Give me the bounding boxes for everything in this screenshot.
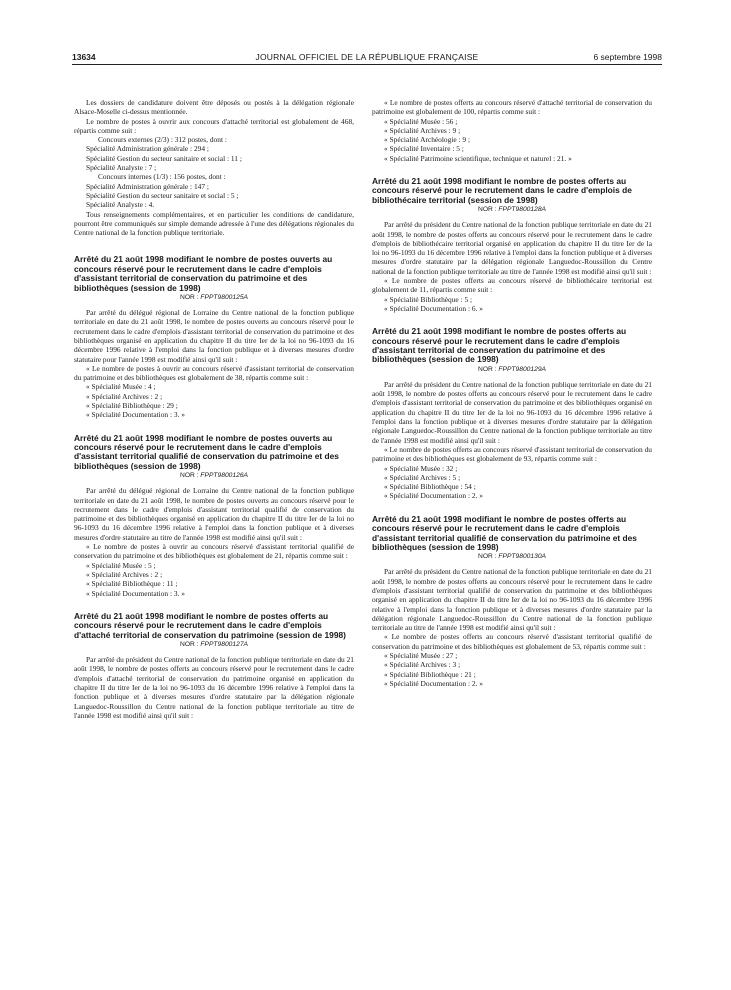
paragraph: « Le nombre de postes à ouvrir au concours réservé d'assistant territorial qualifié de conservation du patrimoine et des bibliothèques est globalement de 21, répartis comme suit : — [74, 542, 354, 561]
list-item: « Spécialité Musée : 56 ; — [384, 116, 458, 126]
list-item: Spécialité Administration générale : 147 ; — [86, 181, 209, 191]
list-item: « Spécialité Documentation : 3. » — [86, 588, 185, 598]
list-item: Spécialité Analyste : 7 ; — [86, 163, 157, 173]
list-item: « Spécialité Inventaire : 5 ; — [384, 144, 464, 154]
nor-reference: NOR : FPPT9800127A — [179, 641, 249, 649]
list-item: « Spécialité Documentation : 6. » — [384, 303, 483, 313]
paragraph: Par arrêté du président du Centre national de la fonction publique territoriale en date du 21 août 1998, le nombre de postes offerts au concours réservé pour le recrutement dans le cadre d'emplois d'attaché territorial de conservation du patrimoine organisé en application du chapitre II du titre Ier de la loi no 96-1093 du 16 décembre 1996 relative à l'emploi dans la fonction publique et à diverses mesures d'ordre statutaire par la délégation régionale Languedoc-Roussillon du Centre national de la fonction publique territoriale au titre de l'année 1998 est modifié ainsi qu'il suit : — [74, 655, 354, 720]
nor-reference: NOR : FPPT9800126A — [179, 472, 249, 480]
list-item: « Spécialité Patrimoine scientifique, technique et naturel : 21. » — [384, 153, 572, 163]
list-item: « Spécialité Archéologie : 9 ; — [384, 135, 470, 145]
list-item: « Spécialité Archives : 5 ; — [384, 472, 461, 482]
paragraph: Les dossiers de candidature doivent être déposés ou postés à la délégation régionale Alsace-Moselle ci-dessus mentionnée. — [74, 98, 354, 117]
decree-title: Arrêté du 21 août 1998 modifiant le nombre de postes offerts au concours réservé pour le recrutement dans le cadre d'emplois de bibliothécaire territorial (session de 1998) — [372, 176, 632, 205]
paragraph: « Le nombre de postes offerts au concours réservé de bibliothécaire territorial est globalement de 11, répartis comme suit : — [372, 276, 652, 295]
list-item: « Spécialité Documentation : 2. » — [384, 678, 483, 688]
paragraph: Par arrêté du président du Centre national de la fonction publique territoriale en date du 21 août 1998, le nombre de postes offerts au concours réservé pour le recrutement dans le cadre d'emplois de bibliothécaire territorial organisé en application du chapitre II du titre Ier de la loi no 96-1093 du 16 décembre 1996 relative à l'emploi dans la fonction publique et à diverses mesures d'ordre statutaire par la délégation régionale Languedoc-Roussillon du Centre national de la fonction publique territoriale au titre de l'année 1998 est modifié ainsi qu'il suit : — [372, 220, 652, 276]
list-heading: Concours internes (1/3) : 156 postes, dont : — [98, 172, 226, 182]
paragraph: Par arrêté du délégué régional de Lorraine du Centre national de la fonction publique territoriale en date du 21 août 1998, le nombre de postes ouverts au concours réservé pour le recrutement dans le cadre d'emplois d'assistant territorial de conservation du patrimoine et des bibliothèques organisé en application du chapitre II du titre Ier de la loi no 96-1093 du 16 décembre 1996 relative à l'emploi dans la fonction publique et à diverses mesures d'ordre statutaire pour l'année 1998 est modifié ainsi qu'il suit : — [74, 308, 354, 364]
list-item: « Spécialité Bibliothèque : 29 ; — [86, 401, 178, 411]
paragraph: Tous renseignements complémentaires, et en particulier les conditions de candidature, pourront être communiqués sur simple demande adressée à l'une des délégations régionales du Centre national de la fonction publique territoriale. — [74, 209, 354, 238]
paragraph: « Le nombre de postes à ouvrir au concours réservé d'assistant territorial de conservation du patrimoine et des bibliothèques est globalement de 38, répartis comme suit : — [74, 363, 354, 383]
header-rule — [72, 64, 662, 65]
decree-title: Arrêté du 21 août 1998 modifiant le nombre de postes offerts au concours réservé pour le recrutement dans le cadre d'emplois d'attaché territorial de conservation du patrimoine (session de 1998) — [74, 610, 346, 640]
nor-reference: NOR : FPPT9800128A — [477, 206, 547, 214]
list-item: « Spécialité Archives : 2 ; — [86, 391, 163, 401]
list-item: « Spécialité Musée : 27 ; — [384, 651, 458, 661]
nor-reference: NOR : FPPT9800125A — [179, 294, 249, 302]
list-item: « Spécialité Documentation : 2. » — [384, 491, 483, 501]
list-item: « Spécialité Archives : 9 ; — [384, 125, 461, 135]
list-item: « Spécialité Bibliothèque : 11 ; — [86, 579, 178, 589]
list-item: « Spécialité Musée : 32 ; — [384, 463, 458, 473]
list-item: Spécialité Administration générale : 294 ; — [86, 144, 209, 154]
left-column — [74, 98, 354, 720]
list-heading: Concours externes (2/3) : 312 postes, dont : — [98, 135, 227, 145]
paragraph: Par arrêté du président du Centre national de la fonction publique territoriale en date du 21 août 1998, le nombre de postes offerts au concours réservé pour le recrutement dans le cadre d'emplois d'assistant territorial qualifié de conservation du patrimoine et des bibliothèques organisé en application du chapitre II du titre Ier de la loi no 96-1093 du 16 décembre 1996 relative à l'emploi dans la fonction publique et à diverses mesures d'ordre statutaire par la délégation régionale Languedoc-Roussillon du Centre national de la fonction publique territoriale au titre de l'année 1998 est modifié ainsi qu'il suit : — [372, 567, 652, 633]
journal-title: JOURNAL OFFICIEL DE LA RÉPUBLIQUE FRANÇAISE — [255, 52, 479, 62]
list-item: « Spécialité Documentation : 3. » — [86, 410, 185, 420]
paragraph: « Le nombre de postes offerts au concours réservé d'assistant territorial de conservation du patrimoine et des bibliothèques est globalement de 93, répartis comme suit : — [372, 444, 652, 464]
list-item: « Spécialité Bibliothèque : 54 ; — [384, 482, 476, 492]
decree-title: Arrêté du 21 août 1998 modifiant le nombre de postes offerts au concours réservé pour le recrutement dans le cadre d'emplois d'assistant territorial qualifié de conservation du patrimoine et des bibliothèques (session de 1998) — [372, 513, 637, 552]
list-item: « Spécialité Archives : 3 ; — [384, 660, 461, 670]
paragraph: Par arrêté du délégué régional de Lorraine du Centre national de la fonction publique territoriale en date du 21 août 1998, le nombre de postes ouverts au concours réservé pour le recrutement dans le cadre d'emplois d'assistant territorial qualifié de conservation du patrimoine et des bibliothèques organisé en application du chapitre II du titre Ier de la loi no 96-1093 du 16 décembre 1996 relative à l'emploi dans la fonction publique et à diverses mesures d'ordre statutaire au titre de l'année 1998 est modifié ainsi qu'il suit : — [74, 486, 354, 542]
nor-reference: NOR : FPPT9800130A — [477, 553, 547, 561]
list-item: « Spécialité Musée : 5 ; — [86, 560, 156, 570]
paragraph: Par arrêté du président du Centre national de la fonction publique territoriale en date du 21 août 1998, le nombre de postes offerts au concours réservé pour le recrutement dans le cadre d'emplois d'assistant territorial de conservation du patrimoine et des bibliothèques organisé en application du chapitre II du titre Ier de la loi no 96-1093 du 16 décembre 1996 relative à l'emploi dans la fonction publique et à diverses mesures d'ordre statutaire par la délégation régionale Languedoc-Roussillon du Centre national de la fonction publique territoriale au titre de l'année 1998 est modifié ainsi qu'il suit : — [372, 379, 652, 445]
list-item: « Spécialité Bibliothèque : 21 ; — [384, 669, 476, 679]
page-header — [72, 52, 662, 64]
decree-title: Arrêté du 21 août 1998 modifiant le nombre de postes ouverts au concours réservé pour le recrutement dans le cadre d'emplois d'assistant territorial qualifié de conservation du patrimoine et des bibliothèques (session de 1998) — [74, 432, 339, 471]
decree-title: Arrêté du 21 août 1998 modifiant le nombre de postes offerts au concours réservé pour le recrutement dans le cadre d'emplois d'assistant territorial de conservation du patrimoine et des bibliothèques (session de 1998) — [372, 326, 627, 365]
list-item: Spécialité Gestion du secteur sanitaire et social : 5 ; — [86, 190, 239, 200]
right-column — [372, 98, 652, 688]
list-item: « Spécialité Musée : 4 ; — [86, 382, 156, 392]
list-item: Spécialité Gestion du secteur sanitaire et social : 11 ; — [86, 153, 242, 163]
decree-title: Arrêté du 21 août 1998 modifiant le nombre de postes ouverts au concours réservé pour le recrutement dans le cadre d'emplois d'assistant territorial de conservation du patrimoine et des bibliothèques (session de 1998) — [74, 254, 333, 293]
list-item: Spécialité Analyste : 4. — [86, 200, 155, 210]
nor-reference: NOR : FPPT9800129A — [477, 365, 547, 373]
page-number: 13634 — [72, 52, 96, 62]
issue-date: 6 septembre 1998 — [593, 52, 662, 62]
paragraph: « Le nombre de postes offerts au concours réservé d'attaché territorial de conservation du patrimoine est globalement de 100, répartis comme suit : — [372, 98, 652, 117]
list-item: « Spécialité Archives : 2 ; — [86, 569, 163, 579]
list-item: « Spécialité Bibliothèque : 5 ; — [384, 294, 473, 304]
paragraph: « Le nombre de postes offerts au concours réservé d'assistant territorial qualifié de conservation du patrimoine et des bibliothèques est globalement de 53, répartis comme suit : — [372, 632, 652, 651]
paragraph: Le nombre de postes à ouvrir aux concours d'attaché territorial est globalement de 468, répartis comme suit : — [74, 116, 354, 135]
